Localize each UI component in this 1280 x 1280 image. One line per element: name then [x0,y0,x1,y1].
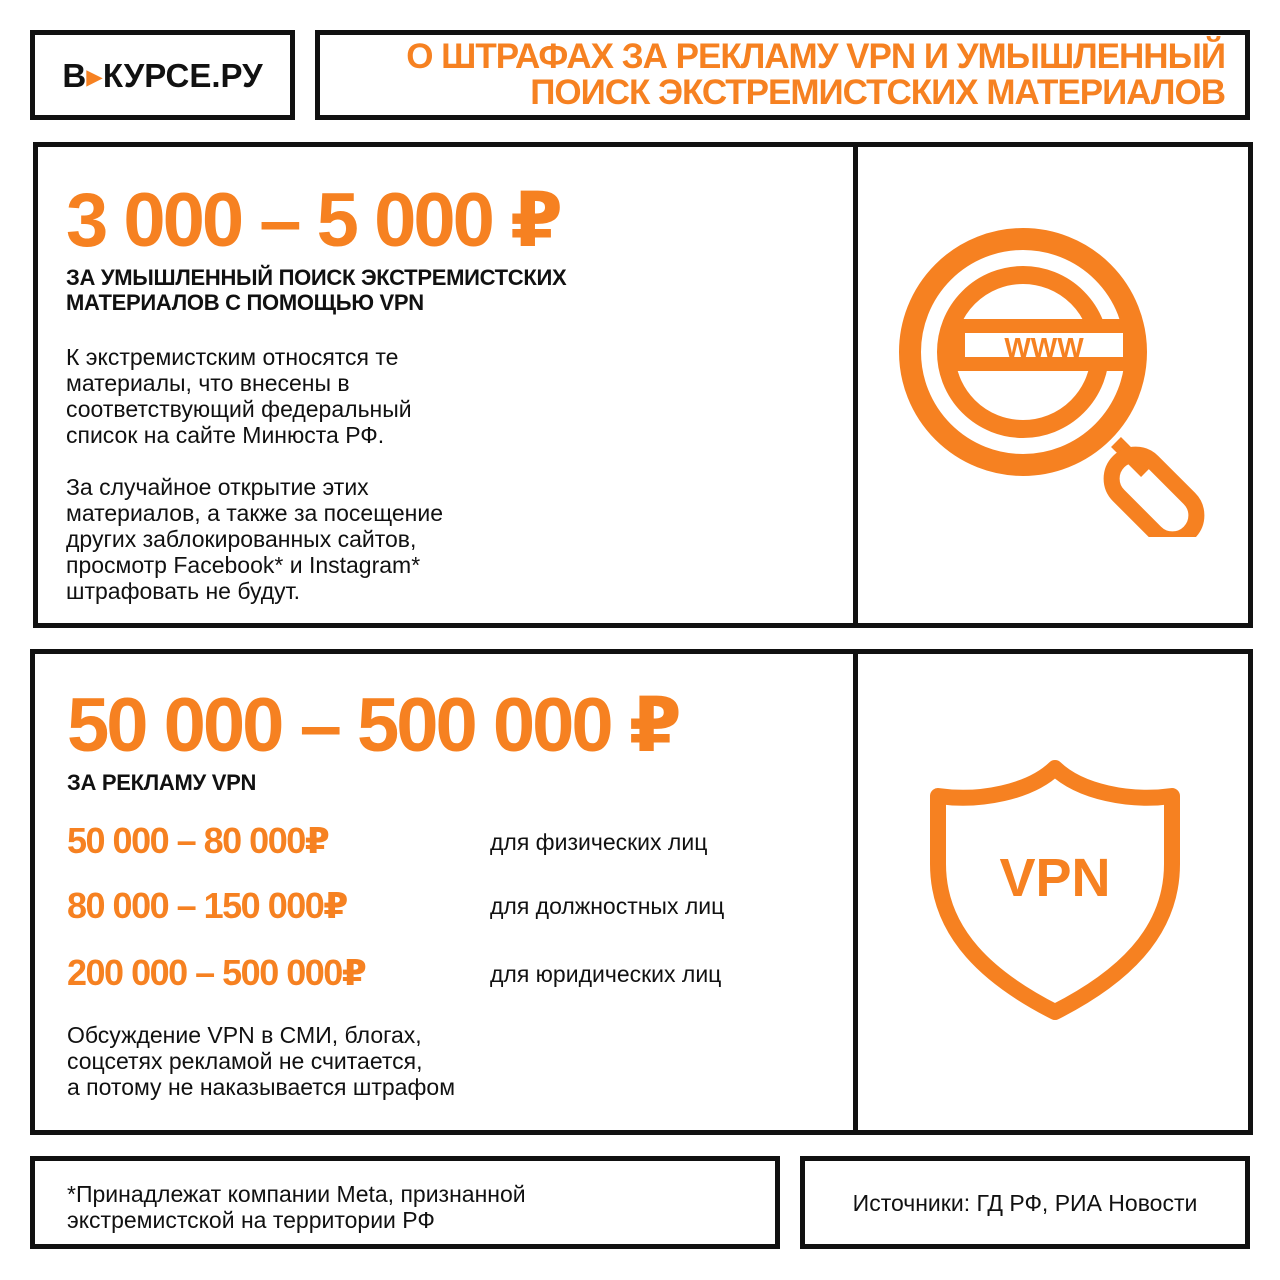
text-line: список на сайте Минюста РФ. [66,422,385,448]
footnote-meta [67,1181,526,1233]
logo-box [30,30,295,120]
tier-label-officials: для должностных лиц [490,893,725,919]
text-line: штрафовать не будут. [66,578,301,604]
fine-caption-line-1: ЗА УМЫШЛЕННЫЙ ПОИСК ЭКСТРЕМИСТСКИХ [66,265,567,290]
page-title-line-2: ПОИСК ЭКСТРЕМИСТСКИХ МАТЕРИАЛОВ [530,73,1225,112]
page-title-line-1: О ШТРАФАХ ЗА РЕКЛАМУ VPN И УМЫШЛЕННЫЙ [406,37,1225,76]
footnote-box [30,1156,780,1249]
sources-text: Источники: ГД РФ, РИА Новости [852,1189,1198,1216]
logo-arrow-icon: ▸ [86,56,103,94]
tier-label-individuals: для физических лиц [490,829,708,855]
www-text: WWW [1004,332,1084,363]
section-divider [853,654,858,1130]
fine-caption-advertising: ЗА РЕКЛАМУ VPN [67,770,257,795]
tier-price-individuals: 50 000 – 80 000₽ [67,820,329,861]
fine-amount-advertising: 50 000 – 500 000 ₽ [67,683,679,768]
text-line: Обсуждение VPN в СМИ, блогах, [67,1022,422,1048]
title-box [315,30,1250,120]
text-line: *Принадлежат компании Meta, признанной [67,1181,526,1207]
text-line: К экстремистским относятся те [66,344,399,370]
text-line: соцсетях рекламой не считается, [67,1048,423,1074]
tier-label-legal-entities: для юридических лиц [490,961,722,987]
logo-letter: В [62,56,87,94]
vpn-discussion-note [67,1022,455,1100]
text-line: экстремистской на территории РФ [67,1207,435,1233]
shield-vpn-icon [920,754,1190,1029]
text-line: соответствующий федеральный [66,396,412,422]
tier-price-legal-entities: 200 000 – 500 000₽ [67,952,366,993]
text-line: материалов, а также за посещение [66,500,444,526]
text-line: За случайное открытие этих [66,474,369,500]
section-extremist-search [33,142,1253,628]
logo-name: КУРСЕ.РУ [102,56,263,94]
tier-price-officials: 80 000 – 150 000₽ [67,885,347,926]
logo [62,56,262,95]
sources-box [800,1156,1250,1249]
section-vpn-advertising [30,649,1253,1135]
text-line: материалы, что внесены в [66,370,350,396]
fine-amount-search: 3 000 – 5 000 ₽ [66,178,560,263]
text-line: а потому не наказывается штрафом [67,1074,456,1100]
page-title [406,39,1225,111]
fine-caption-search [66,265,566,315]
text-line: других заблокированных сайтов, [66,526,417,552]
vpn-text: VPN [999,848,1111,908]
section-divider [853,147,858,623]
no-fine-text [66,474,443,604]
fine-caption-line-2: МАТЕРИАЛОВ С ПОМОЩЬЮ VPN [66,290,424,315]
magnifier-www-icon [898,227,1218,542]
extremist-definition-text [66,344,412,448]
text-line: просмотр Facebook* и Instagram* [66,552,421,578]
